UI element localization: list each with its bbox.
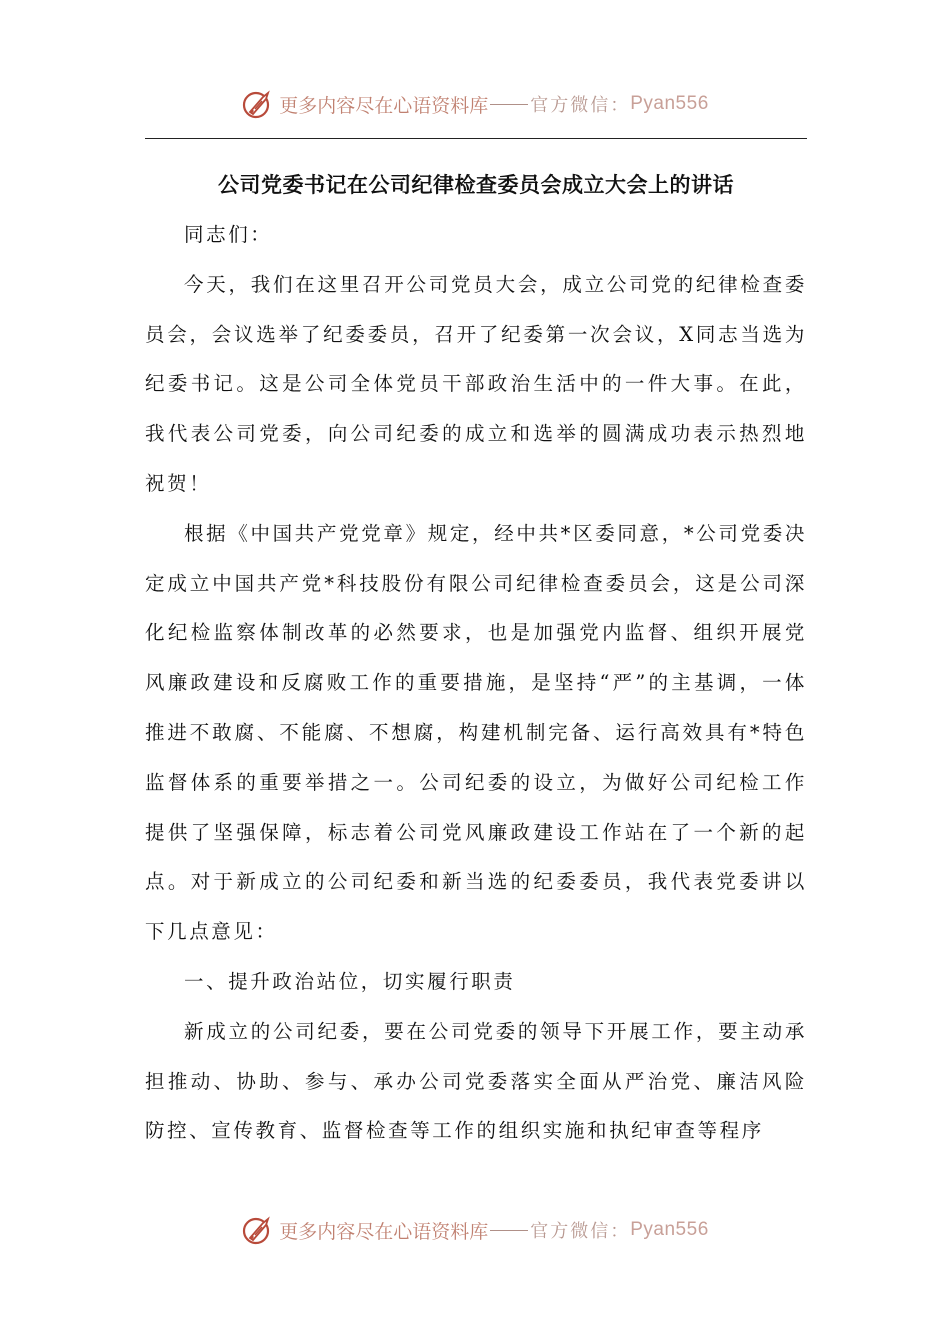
document-title: 公司党委书记在公司纪律检查委员会成立大会上的讲话 [218,173,734,197]
salutation: 同志们： [184,223,273,246]
paragraph-1: 今天，我们在这里召开公司党员大会，成立公司党的纪律检查委员会，会议选举了纪委委员，召开了纪委第一次会议，X同志当选为纪委书记。这是公司全体党员干部政治生活中的一件大事。在此，我代表公司党委，向公司纪委的成立和选举的圆满成功表示热烈地祝贺！ [145,272,807,495]
footer-watermark [0,1210,950,1250]
header-watermark [0,84,950,124]
paragraph-3: 新成立的公司纪委，要在公司党委的领导下开展工作，要主动承担推动、协助、参与、承办公司党委落实全面从严治党、廉洁风险防控、宣传教育、监督检查等工作的组织实施和执纪审查等程序 [145,1019,807,1143]
watermark-main-text: 更多内容尽在心语资料库 [279,1220,489,1243]
document-body [145,160,807,1156]
paragraph-2: 根据《中国共产党党章》规定，经中共*区委同意，*公司党委决定成立中国共产党*科技股份有限公司纪律检查委员会，这是公司深化纪检监察体制改革的必然要求，也是加强党内监督、组织开展党风廉政建设和反腐败工作的重要措施，是坚持“严”的主基调，一体推进不敢腐、不能腐、不想腐，构建机制完备、运行高效具有*特色监督体系的重要举措之一。公司纪委的设立，为做好公司纪检工作提供了坚强保障，标志着公司党风廉政建设工作站在了一个新的起点。对于新成立的公司纪委和新当选的纪委委员，我代表党委讲以下几点意见： [145,521,807,944]
pen-nib-logo-icon [241,87,275,121]
watermark-main-text: 更多内容尽在心语资料库 [279,94,489,117]
header-rule [145,138,807,139]
pen-nib-logo-icon [241,1213,275,1247]
watermark-sub-text: 官方微信： [530,1221,631,1242]
watermark-wechat-id: Pyan556 [630,93,709,114]
watermark-dash [490,1230,528,1231]
watermark-wechat-id: Pyan556 [630,1219,709,1240]
watermark-sub-text: 官方微信： [530,95,631,116]
section-heading-1: 一、提升政治站位，切实履行职责 [184,969,516,993]
watermark-dash [490,104,528,105]
